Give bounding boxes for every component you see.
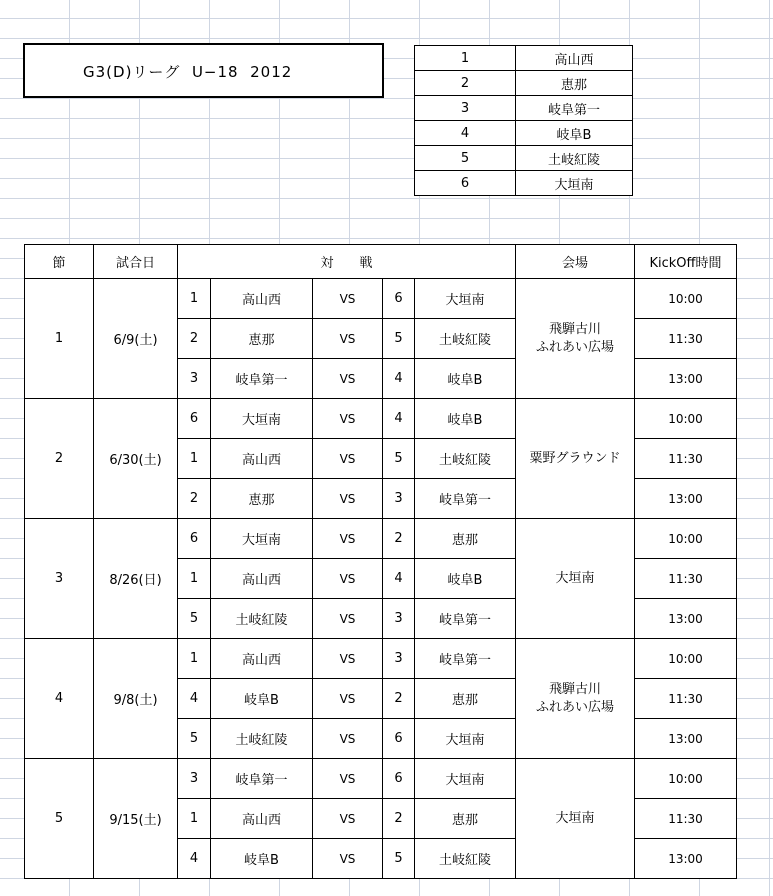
team-name: 大垣南 — [516, 171, 633, 196]
home-team-name: 岐阜B — [211, 679, 313, 719]
home-team-name: 恵那 — [211, 479, 313, 519]
home-team-name: 大垣南 — [211, 399, 313, 439]
away-team-number: 4 — [383, 399, 415, 439]
home-team-name: 土岐紅陵 — [211, 599, 313, 639]
league-title: G3(D)リーグ U−18 2012 — [83, 63, 293, 81]
kickoff-time: 11:30 — [635, 319, 737, 359]
home-team-name: 大垣南 — [211, 519, 313, 559]
round-number: 2 — [25, 399, 94, 519]
kickoff-time: 11:30 — [635, 679, 737, 719]
vs-label: VS — [313, 759, 383, 799]
home-team-number: 2 — [178, 479, 211, 519]
schedule-header-row — [25, 245, 737, 279]
vs-label: VS — [313, 279, 383, 319]
match-date: 8/26(日) — [94, 519, 178, 639]
vs-label: VS — [313, 519, 383, 559]
home-team-name: 高山西 — [211, 439, 313, 479]
match-date: 6/9(土) — [94, 279, 178, 399]
away-team-number: 6 — [383, 719, 415, 759]
home-team-name: 土岐紅陵 — [211, 719, 313, 759]
home-team-number: 1 — [178, 799, 211, 839]
match-row — [25, 279, 737, 319]
away-team-name: 恵那 — [415, 799, 516, 839]
home-team-number: 3 — [178, 359, 211, 399]
team-name: 岐阜B — [516, 121, 633, 146]
home-team-number: 5 — [178, 719, 211, 759]
away-team-number: 3 — [383, 479, 415, 519]
home-team-number: 1 — [178, 559, 211, 599]
team-name: 恵那 — [516, 71, 633, 96]
venue: 粟野グラウンド — [516, 399, 635, 519]
away-team-number: 3 — [383, 639, 415, 679]
home-team-number: 6 — [178, 519, 211, 559]
match-row — [25, 759, 737, 799]
team-number: 6 — [415, 171, 516, 196]
home-team-name: 高山西 — [211, 799, 313, 839]
away-team-number: 2 — [383, 799, 415, 839]
match-date: 6/30(土) — [94, 399, 178, 519]
team-name: 岐阜第一 — [516, 96, 633, 121]
home-team-name: 岐阜B — [211, 839, 313, 879]
vs-label: VS — [313, 359, 383, 399]
home-team-name: 恵那 — [211, 319, 313, 359]
home-team-number: 4 — [178, 839, 211, 879]
kickoff-time: 10:00 — [635, 639, 737, 679]
team-number: 4 — [415, 121, 516, 146]
away-team-number: 5 — [383, 319, 415, 359]
home-team-number: 5 — [178, 599, 211, 639]
match-row — [25, 399, 737, 439]
match-date: 9/8(土) — [94, 639, 178, 759]
away-team-number: 5 — [383, 439, 415, 479]
vs-label: VS — [313, 319, 383, 359]
vs-label: VS — [313, 679, 383, 719]
team-number: 5 — [415, 146, 516, 171]
team-list-table — [414, 45, 633, 196]
team-list-body — [415, 46, 633, 196]
header-match: 対 戦 — [178, 245, 516, 279]
team-number: 3 — [415, 96, 516, 121]
round-number: 1 — [25, 279, 94, 399]
team-name: 土岐紅陵 — [516, 146, 633, 171]
home-team-name: 岐阜第一 — [211, 359, 313, 399]
home-team-number: 1 — [178, 439, 211, 479]
round-number: 4 — [25, 639, 94, 759]
away-team-name: 岐阜B — [415, 399, 516, 439]
vs-label: VS — [313, 439, 383, 479]
vs-label: VS — [313, 839, 383, 879]
vs-label: VS — [313, 479, 383, 519]
header-round: 節 — [25, 245, 94, 279]
team-list-row — [415, 46, 633, 71]
away-team-name: 岐阜第一 — [415, 639, 516, 679]
vs-label: VS — [313, 719, 383, 759]
away-team-number: 4 — [383, 559, 415, 599]
away-team-name: 恵那 — [415, 519, 516, 559]
home-team-name: 岐阜第一 — [211, 759, 313, 799]
away-team-name: 大垣南 — [415, 759, 516, 799]
kickoff-time: 11:30 — [635, 799, 737, 839]
schedule-body — [25, 245, 737, 879]
team-list-row — [415, 71, 633, 96]
round-number: 5 — [25, 759, 94, 879]
kickoff-time: 10:00 — [635, 399, 737, 439]
home-team-name: 高山西 — [211, 279, 313, 319]
schedule-table — [24, 244, 737, 879]
home-team-number: 6 — [178, 399, 211, 439]
team-list-row — [415, 146, 633, 171]
kickoff-time: 13:00 — [635, 479, 737, 519]
match-row — [25, 519, 737, 559]
venue: 飛騨古川 ふれあい広場 — [516, 639, 635, 759]
away-team-number: 2 — [383, 519, 415, 559]
header-date: 試合日 — [94, 245, 178, 279]
round-number: 3 — [25, 519, 94, 639]
home-team-name: 高山西 — [211, 559, 313, 599]
team-number: 2 — [415, 71, 516, 96]
kickoff-time: 11:30 — [635, 439, 737, 479]
vs-label: VS — [313, 599, 383, 639]
kickoff-time: 10:00 — [635, 279, 737, 319]
home-team-number: 2 — [178, 319, 211, 359]
away-team-name: 恵那 — [415, 679, 516, 719]
kickoff-time: 13:00 — [635, 839, 737, 879]
team-list-row — [415, 96, 633, 121]
league-title-box — [23, 43, 384, 98]
kickoff-time: 13:00 — [635, 599, 737, 639]
away-team-number: 5 — [383, 839, 415, 879]
away-team-name: 岐阜第一 — [415, 599, 516, 639]
home-team-number: 3 — [178, 759, 211, 799]
venue: 大垣南 — [516, 519, 635, 639]
vs-label: VS — [313, 559, 383, 599]
home-team-name: 高山西 — [211, 639, 313, 679]
kickoff-time: 13:00 — [635, 719, 737, 759]
venue: 飛騨古川 ふれあい広場 — [516, 279, 635, 399]
away-team-number: 3 — [383, 599, 415, 639]
away-team-number: 6 — [383, 279, 415, 319]
away-team-name: 土岐紅陵 — [415, 439, 516, 479]
kickoff-time: 13:00 — [635, 359, 737, 399]
away-team-name: 大垣南 — [415, 279, 516, 319]
away-team-name: 岐阜第一 — [415, 479, 516, 519]
away-team-name: 土岐紅陵 — [415, 319, 516, 359]
away-team-number: 6 — [383, 759, 415, 799]
vs-label: VS — [313, 399, 383, 439]
header-venue: 会場 — [516, 245, 635, 279]
team-list-row — [415, 121, 633, 146]
kickoff-time: 10:00 — [635, 759, 737, 799]
match-date: 9/15(土) — [94, 759, 178, 879]
away-team-number: 4 — [383, 359, 415, 399]
venue: 大垣南 — [516, 759, 635, 879]
kickoff-time: 11:30 — [635, 559, 737, 599]
vs-label: VS — [313, 799, 383, 839]
away-team-name: 大垣南 — [415, 719, 516, 759]
match-row — [25, 639, 737, 679]
team-number: 1 — [415, 46, 516, 71]
vs-label: VS — [313, 639, 383, 679]
away-team-name: 岐阜B — [415, 359, 516, 399]
header-kickoff: KickOff時間 — [635, 245, 737, 279]
away-team-name: 土岐紅陵 — [415, 839, 516, 879]
home-team-number: 1 — [178, 639, 211, 679]
team-name: 高山西 — [516, 46, 633, 71]
away-team-number: 2 — [383, 679, 415, 719]
kickoff-time: 10:00 — [635, 519, 737, 559]
away-team-name: 岐阜B — [415, 559, 516, 599]
team-list-row — [415, 171, 633, 196]
home-team-number: 1 — [178, 279, 211, 319]
home-team-number: 4 — [178, 679, 211, 719]
